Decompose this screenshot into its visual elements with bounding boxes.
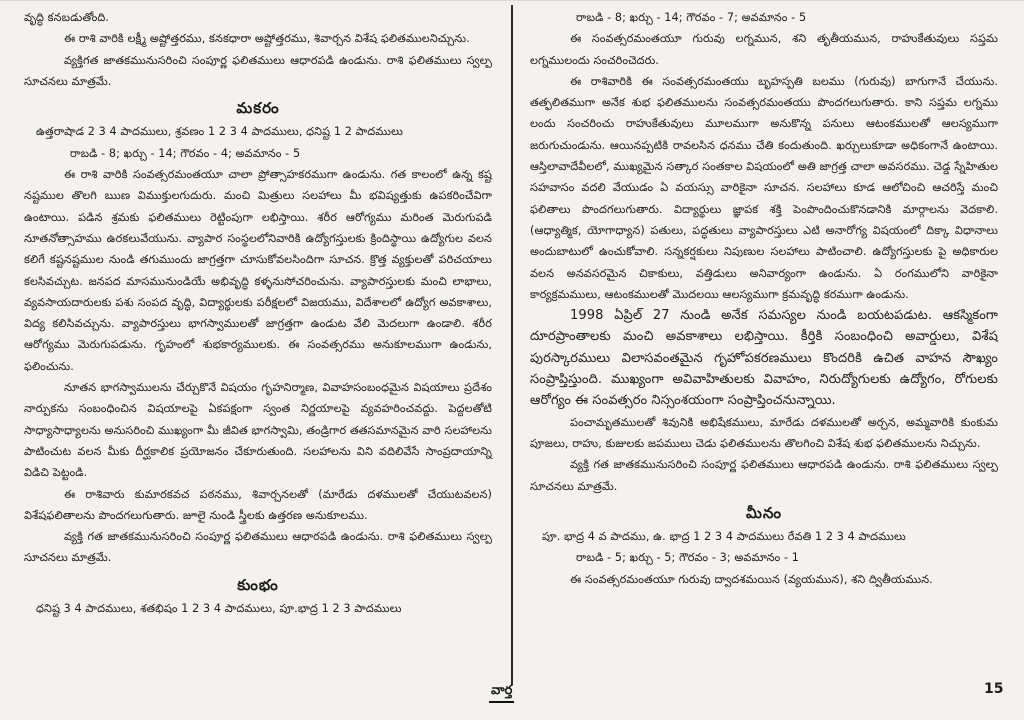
paragraph: పంచామృతములతో శివునికి అభిషేకములు, మారేడు దళములతో అర్చన, అమ్మవారికి కుంకుమ పూజలు, రాహు, కుజులకు జపములు చెడు ఫలితములను తొలగించి విశేష శుభ ఫలితములను నిచ్చును. [530, 415, 998, 450]
right-column [530, 7, 998, 590]
paragraph: 1998 ఏప్రిల్ 27 నుండి అనేక సమస్యల నుండి బయటపడుట. ఆకస్మికంగా దూరప్రాంతాలకు మంచి అవకాశాలు లభిస్తాయి. కీర్తికి సంబంధించి అవార్డులు, విశేష పురస్కారములు విలాసవంతమైన గృహోపకరణములు కొందరికి ఉచిత వాహన సౌఖ్యం సంప్రాప్తిస్తుంది. ముఖ్యంగా అవివాహితులకు వివాహం, నిరుద్యోగులకు ఉద్యోగం, రోగులకు ఆరోగ్యం ఈ సంవత్సరం నిస్సంశయంగా సంప్రాప్తించనున్నాయి. [530, 308, 998, 409]
paragraph: వ్యక్తి గత జాతకమునుసరించి సంపూర్ణ ఫలితములు ఆధారపడి ఉండును. రాశి ఫలితములు స్వల్ప సూచనలు మాత్రమే. [24, 530, 492, 565]
section-heading-meenam: మీనం [745, 503, 782, 522]
paragraph: వ్యక్తి గత జాతకమునుసరించి సంపూర్ణ ఫలితములు ఆధారపడి ఉండును. రాశి ఫలితములు స్వల్ప సూచనలు మాత్రమే. [530, 458, 998, 493]
column-divider [511, 5, 513, 685]
padamulu-line: ఉత్తరాషాడ 2 3 4 పాదములు, శ్రవణం 1 2 3 4 పాదములు, ధనిష్ట 1 2 పాదములు [36, 125, 403, 139]
padamulu-line: ధనిష్ట 3 4 పాదములు, శతభిషం 1 2 3 4 పాదములు, పూ.భాద్ర 1 2 3 పాదములు [36, 602, 402, 616]
paragraph: ఈ రాశివారికి ఈ సంవత్సరమంతయు బృహస్పతి బలము (గురువు) బాగుగానే చేయును. తత్ఫలితముగా అనేక శుభ ఫలితములను సంవత్సరమంతయు పొందగలుగుతారు. కాని సప్తమ లగ్నము లందు సంచరించు రాహుకేతువులు మూలముగా అనుకొన్న పనులు ఆటంకములతో ఆలస్యముగా జరుగుచుండును. ఆయినప్పటికి రావలసిన ధనము చేతి కందుతుంది. ఖర్చులుకూడా అధికంగానే ఉంటాయి. ఆస్తిలావాదేవీలలో, ముఖ్యమైన సత్కార సంతకాల విషయంలో అతి జాగ్రత్త చాలా అవసరము. చెడ్డ స్నేహితుల సహవాసం వదలి వేయుడం ఏ వయస్సు వారికైనా సూచన. సలహాలు కూడ ఆలోచించి ఆచరిస్తే మంచి ఫలితాలు పొందగలుగుతారు. విద్యార్థులు జ్ఞాపక శక్తి పెంపొందించుకొనడానికి మార్గాలను వెదకాలి. (ఆధ్యాత్మిక, యోగాధ్యాన) పతులు, పద్ధతులు వ్యాపారస్తులు ఎటి అనారోగ్య విషయంలో దిక్కా విధానాలు అందుబాటులో ఉంచుకోవాలి. సన్నకర్షకులు నిపుణుల సలహాలు పాటించాలి. ఉద్యోగస్తులకు పై అధికారుల వలన అనవసరమైన చికాకులు, వత్తిడులు అనివార్యంగా ఉండును. ఏ రంగములోని వారికైనా కార్యక్రమములు, ఆటంకములతో మొదలయి ఆలస్యముగా క్రమవృద్ధి కరముగా ఉండును. [530, 74, 998, 301]
padamulu-line: పూ. భాద్ర 4 వ పాదము, ఉ. భాద్ర 1 2 3 4 పాదములు రేవతి 1 2 3 4 పాదములు [542, 530, 906, 544]
stats-line: రాబడి - 8; ఖర్చు - 14; గౌరవం - 7; అవమానం - 5 [576, 11, 807, 24]
section-heading-makaram: మకరం [236, 99, 280, 118]
paragraph: వ్యక్తిగత జాతకమునుసరించి సంపూర్ణ ఫలితములు ఆధారపడి ఉండును. రాశి ఫలితములు స్వల్ప సూచనలు మాత్రమే. [24, 53, 492, 88]
paragraph: వృద్ధి కనబడుతోంది. [24, 11, 110, 24]
paragraph: ఈ సంవత్సరమంతయూ గురువు లగ్నమున, శని తృతీయమున, రాహుకేతువులు సప్తమ లగ్నములందు సంచరించెదరు. [530, 32, 998, 67]
paragraph: ఈ రాశివారు కుమారకవచ పఠనము, శివార్చనలతో (మారేడు దళములతో చేయుటవలన) విశేషఫలితాలను పొందగలుగుతారు. జూలై నుండి స్త్రీలకు ఉత్తరణ అనుకూలము. [24, 487, 492, 522]
left-column [24, 7, 492, 619]
section-heading-kumbham: కుంభం [237, 575, 279, 594]
stats-line: రాబడి - 8; ఖర్చు - 14; గౌరవం - 4; అవమానం - 5 [70, 146, 301, 160]
stats-line: రాబడి - 5; ఖర్చు - 5; గౌరవం - 3; అవమానం - 1 [576, 551, 799, 565]
publication-logo: వార్త [489, 683, 514, 703]
paragraph: ఈ సంవత్సరమంతయూ గురువు ద్వాదశమయిన (వ్యయమున), శని ద్వితీయమున. [570, 572, 933, 586]
page-number: 15 [984, 681, 1004, 697]
paragraph: ఈ రాశి వారికి లక్ష్మీ అష్టోత్తరము, కనకధారా అష్టోత్తరము, శివార్చన విశేష ఫలితములనిచ్చును. [64, 32, 470, 46]
paragraph: ఈ రాశి వారికి సంవత్సరమంతయూ చాలా ప్రోత్సాహకరముగా ఉండును. గత కాలంలో ఉన్న కష్ట నష్టముల తొలగి ఋణ విముక్తులగుదురు. మంచి మిత్రులు సలహాలు మీ భవిష్యత్తుకు ఉపకరించేవిగా ఉంటాయి. పడిన శ్రమకు ఫలితములు రెట్టింపుగా లభిస్తాయి. శరీర ఆరోగ్యము మరింత మెరుగుపడి నూతనోత్సాహము ఉరకలువేయును. వ్యాపార సంస్థలలోనివారికి ఉద్యోగస్తులకు క్రిందిస్థాయి ఉద్యోగుల వలన కలిగే కష్టనష్టముల నుండి తగుముందు జాగ్రత్తగా చూసుకోవలసిందిగా సూచన. క్రొత్త వ్యక్తులతో పరిచయాలు కలసివచ్చుట. జనపద మాసమునుండియే అభివృద్ధి కళ్ళనుసోచరించును. వ్యాపారస్తులకు మంచి లాభాలు, వ్యవసాయదారులకు పశు సంపద వృద్ధి, విద్యార్థులకు పరీక్షలలో విజయము, విదేశాలలో ఉద్యోగ అవకాశాలు, విద్య కలిసివచ్చును. వ్యాపారస్తులు భాగస్వాములతో జాగ్రత్తగా ఉండుట వేలి మెదలుగా ఉండాలి. శరీర ఆరోగ్యము మెరుగుపడును. గృహంలో శుభకార్యములకు. ఈ సంవత్సరము అనుకూలముగా ఉండును, ఫలించును. [24, 168, 492, 373]
paragraph: నూతన భాగస్వాములను చేర్చుకొనే విషయం గృహనిర్మాణ, వివాహసంబంధమైన విషయాలు ప్రదేశం నార్పుకను సంబంధించిన విషయాలపై ఏకపక్షంగా స్వంత నిర్ణయాలపై వ్యవహరించవద్దు. పెద్దలతోటి సాధ్యాసాధ్యాలను అనుసరించి ముఖ్యంగా మీ జీవిత భాగస్వామి, తండ్రిగార తతసమానమైన వారి సలహాలను పాటించుట వలన మీకు దీర్ఘకాలిక ప్రయోజనం చేకూరుతుంది. సలహాలను విని వదిలివేసే సాంప్రదాయాన్ని విడిచి పెట్టండి. [24, 381, 492, 480]
